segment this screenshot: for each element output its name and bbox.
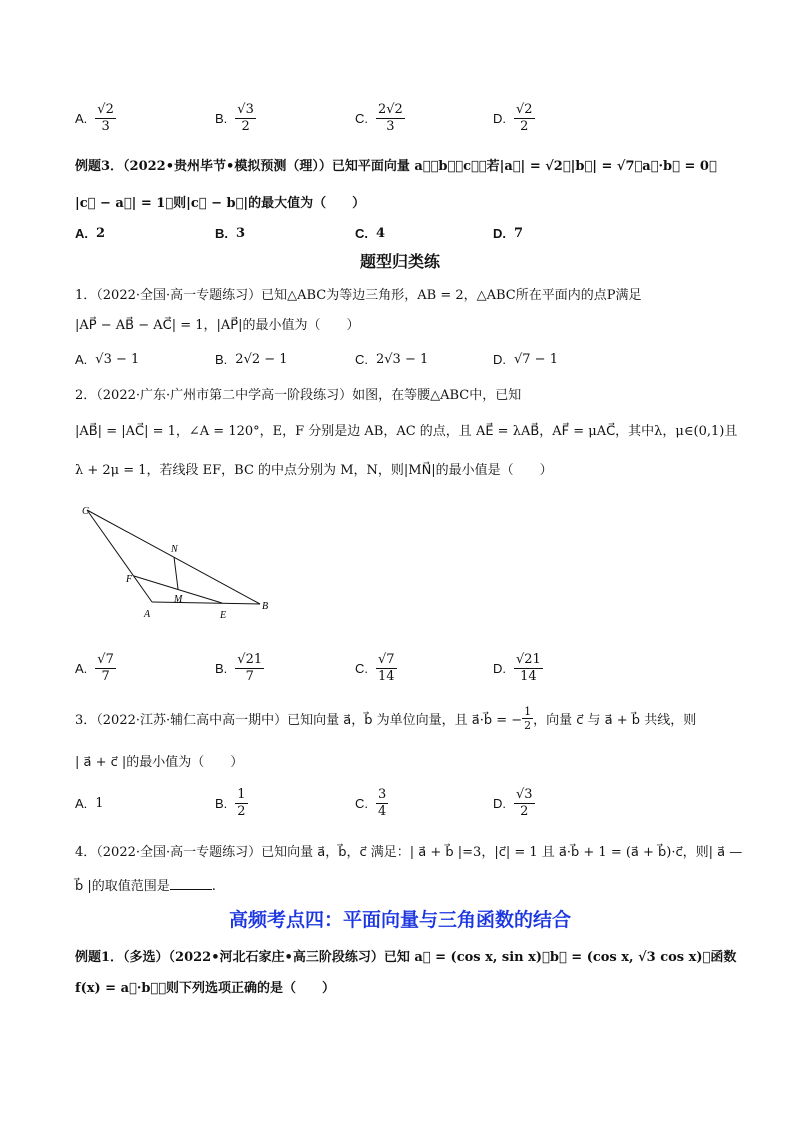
q2-option-d: D. $\frac{√21}{14}$ xyxy=(493,651,541,684)
q2-option-b: B. $\frac{√21}{7}$ xyxy=(215,651,263,684)
segment-ab xyxy=(152,602,260,604)
q4-line1: 4．（2022·全国·高一专题练习）已知向量 a⃗，b⃗，c⃗ 满足：| a⃗ + b⃗ |=3，|c⃗| = 1 且 a⃗·b⃗ + 1 = (a⃗ + b⃗)·c⃗，则| a⃗ — xyxy=(75,845,743,860)
top-option-a: A. $\frac{√2}{3}$ xyxy=(75,101,114,134)
example1-line2: f(x) = a⃗·b⃗，则下列选项正确的是（ ） xyxy=(75,981,336,996)
q3-option-b: B. $\frac{1}{2}$ xyxy=(215,786,246,819)
example3-option-b: B. 3 xyxy=(215,225,246,241)
label-a: A xyxy=(144,609,151,620)
q2-options xyxy=(75,645,735,691)
q3-option-a: A. 1 xyxy=(75,795,104,811)
triangle-figure xyxy=(70,500,290,630)
q3-line2: | a⃗ + c⃗ |的最小值为（ ） xyxy=(75,755,244,770)
q2-line1: 2．（2022·广东·广州市第二中学高一阶段练习）如图，在等腰△ABC中，已知 xyxy=(75,388,522,403)
example3-line1: 例题3．（2022•贵州毕节•模拟预测（理））已知平面向量 a⃗，b⃗，c⃗，若|a⃗| = √2，|b⃗| = √7，a⃗·b⃗ = 0， xyxy=(75,159,717,174)
q1-option-b: B. 2√2 − 1 xyxy=(215,351,288,367)
q3-option-c: C. $\frac{3}{4}$ xyxy=(355,786,387,819)
q2-line2: |AB⃗| = |AC⃗| = 1，∠A = 120°，E，F 分别是边 AB，AC 的点，且 AE⃗ = λAB⃗，AF⃗ = μAC⃗，其中λ，μ∈(0,1)且 xyxy=(75,424,738,439)
q3-option-d: D. $\frac{√3}{2}$ xyxy=(493,786,533,819)
segment-cb xyxy=(87,510,260,604)
segment-ca xyxy=(87,510,152,602)
top-option-b: B. $\frac{√3}{2}$ xyxy=(215,101,254,134)
q1-line1: 1．（2022·全国·高一专题练习）已知△ABC为等边三角形，AB = 2，△ABC所在平面内的点P满足 xyxy=(75,288,642,303)
example3-option-a: A. 2 xyxy=(75,225,106,241)
label-n: N xyxy=(171,544,178,555)
label-c: C xyxy=(82,506,89,517)
q4-line2: b⃗ |的取值范围是 . xyxy=(75,879,216,894)
q1-option-d: D. √7 − 1 xyxy=(493,351,558,367)
example1-line1: 例题1．（多选）（2022•河北石家庄•高三阶段练习）已知 a⃗ = (cos x, sin x)，b⃗ = (cos x, √3 cos x)，函数 xyxy=(75,950,737,965)
label-e: E xyxy=(220,610,227,621)
label-f: F xyxy=(126,574,133,585)
answer-blank xyxy=(170,878,212,890)
q3-line1: 3．（2022·江苏·辅仁高中高一期中）已知向量 a⃗，b⃗ 为单位向量，且 a⃗·b⃗ = − $\frac{1}{2}$ ，向量 c⃗ 与 a⃗ + b⃗ 共线，则 xyxy=(75,705,697,732)
top-option-d: D. $\frac{√2}{2}$ xyxy=(493,101,533,134)
section4-title: 高频考点四：平面向量与三角函数的结合 xyxy=(228,909,571,931)
label-b: B xyxy=(262,601,269,612)
example3-option-c: C. 4 xyxy=(355,225,386,241)
q2-option-c: C. $\frac{√7}{14}$ xyxy=(355,651,395,684)
q1-line2: |AP⃗ − AB⃗ − AC⃗| = 1，|AP⃗|的最小值为（ ） xyxy=(75,318,360,333)
example3-line2: |c⃗ − a⃗| = 1，则|c⃗ − b⃗|的最大值为（ ） xyxy=(75,196,366,211)
example3-options xyxy=(75,220,735,246)
example3-option-d: D. 7 xyxy=(493,225,524,241)
q2-line3: λ + 2μ = 1，若线段 EF，BC 的中点分别为 M，N，则|MN⃗|的最小值是（ ） xyxy=(75,463,553,478)
q3-options xyxy=(75,780,735,826)
q2-option-a: A. $\frac{√7}{7}$ xyxy=(75,651,114,684)
q1-options xyxy=(75,346,735,372)
label-m: M xyxy=(174,594,183,605)
q1-option-a: A. √3 − 1 xyxy=(75,351,140,367)
segment-mn xyxy=(174,557,178,589)
section-title: 题型归类练 xyxy=(359,252,440,271)
q1-option-c: C. 2√3 − 1 xyxy=(355,351,429,367)
top-options xyxy=(75,95,735,141)
top-option-c: C. $\frac{2√2}{3}$ xyxy=(355,101,403,134)
